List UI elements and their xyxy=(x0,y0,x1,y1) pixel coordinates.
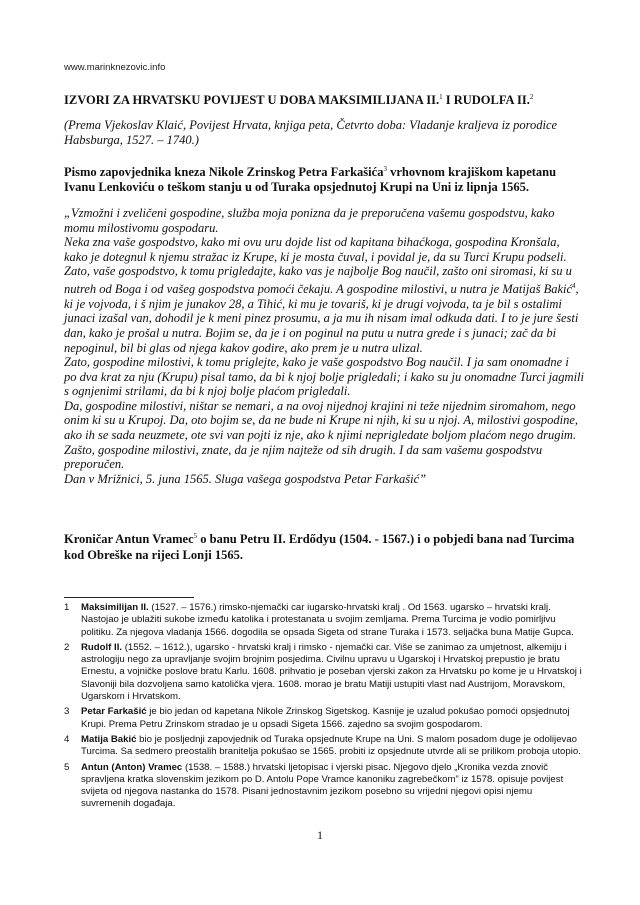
footnote xyxy=(64,706,584,731)
letter-text xyxy=(64,206,584,486)
footnote-text: je bio jedan od kapetana Nikole Zrinskog Sigetskog. Kasnije je uzalud pokušao pomoći opsjednutoj Krupi. Prema Petru Zrinskom stradao je u opsadi Sigeta 1566. zajedno sa svojim gospodarom. xyxy=(81,706,570,730)
site-url: www.marinknezovic.info xyxy=(64,62,166,73)
letter-paragraph: „Vzmožni i zveličeni gospodine, služba moja ponizna da je preporučena vašemu gospodstvu, kako momu milostivomu gospodaru. xyxy=(64,206,555,235)
letter-paragraph-part: , ki je vojvoda, i š njim je junakov 28, a Tihić, ki mu je tovariš, ki je drugi vojvoda, ta je bil s ostalimi junaci izašal van, dohodil je k meni pinez prosити, a ja mu ih nisam imal odkuda dati. I to je jure šesti dan, kako je prošal u nutra. Bojim se, da je i on poginul na putu u nutra grede i s junaci; zač da bi nepoginul, bil bi glas od njega kakov godire, ako prem je u nutra ulizal. xyxy=(64,282,579,355)
title-part-2: I RUDOLFA II. xyxy=(442,93,530,108)
letter-paragraph-part: Zato, vaše gospodstvo, k tomu prigledajte, kako vas je najbolje Bog naučil, zašto oni siromasi, ki su u nutreh od Boga i od vašeg gospodstva pomoći čekaju. A gospodine milostivi, u nutra je Matijaš Bakić xyxy=(64,264,573,297)
footnote-number: 5 xyxy=(64,761,70,773)
footnote-text: bio je posljednji zapovjednik od Turaka opsjednute Krupe na Uni. S malom posadom duge je odolijevao Turcima. Sa sedmero preostalih branitelja pokušao se 1565. probiti iz opsjednute utvrde ali se prilikom proboja utopio. xyxy=(81,733,581,758)
section-heading xyxy=(64,529,584,563)
footnote-number: 1 xyxy=(64,602,70,613)
letter-paragraph: Neka zna vaše gospodstvo, kako mi ovu uru dojde list od kapitana bihaćkoga, gospodina Kronšala, kako je dotegnul k njemu stražac iz Krupe, ki je mosta čuval, i povidal je, da su Turci Krupu podseli. xyxy=(64,235,567,264)
footnote-text: (1538. – 1588.) hrvatski ljetopisac i vjerski pisac. Njegovo djelo „Kronika vezda znovič spravljena kratka slovenskim jezikom po D. Antolu Pope Vramce kanoniku zagrebečkom” iz 1578. opisuje povijest svijeta od njegova nastanka do 1578. Pisani jednostavnim jezikom posebno su vrijedni njegovi opisi njemu suvremenih događaja. xyxy=(81,761,564,810)
section-heading-part-1: Kroničar Antun Vramec xyxy=(64,532,194,547)
letter-paragraph: Zato, gospodine milostivi, k tomu priglejte, kako je vaše gospodstvo Bog naučil. I ja sam onomadne i po dva krat za nju (Krupu) pisal tamo, da bi k njoj bolje prigledali; i kako su ju onomadne Turci jagmili s ognjenimi strilami, da bi k njoj bolje plaćom prigledali. xyxy=(64,355,584,399)
footnote xyxy=(64,602,584,639)
letter-paragraph: Da, gospodine milostivi, ništar se nemari, a na ovoj nijednoj krajini ni teže nijednim siromahom, nego onim ki su u Krupoj. Da, oto bojim se, da ne bude ni Krupe ni njih, ki su u njoj. A, milostivi gospodine, ako ih se sada neuzmete, ote svi van pojti iz nje, ako k njimi neprigledate boljom plaćom nego drugim. xyxy=(64,398,578,443)
footnote-number: 2 xyxy=(64,641,70,653)
page-title xyxy=(64,90,584,108)
footnote-ref-5[interactable]: 5 xyxy=(193,532,198,540)
footnote xyxy=(64,762,584,811)
footnote-ref-3[interactable]: 3 xyxy=(383,165,387,173)
footnote-name: Antun (Anton) Vramec xyxy=(81,761,183,773)
footnote-ref-4[interactable]: 4 xyxy=(572,281,576,290)
footnote xyxy=(64,734,584,759)
letter-paragraph: Zašto, gospodine milostivi, znate, da je njim najteže od sih drugih. I da sam vašemu gospodstvu preporučen. xyxy=(64,442,543,472)
letter-heading xyxy=(64,162,584,195)
footnote-ref-1[interactable]: 1 xyxy=(439,93,443,101)
title-part-1: IZVORI ZA HRVATSKU POVIJEST U DOBA MAKSIMILIJANA II. xyxy=(64,93,440,108)
footnote-number: 4 xyxy=(64,733,70,745)
letter-heading-part-2: vrhovnom krajiškom kapetanu Ivanu Lenkoviću o teškom stanju u od Turaka opsjednutoj Krupi na Uni iz lipnja 1565. xyxy=(64,165,557,195)
footnote-name: Petar Farkašić xyxy=(81,706,147,718)
footnote-text: (1527. – 1576.) rimsko-njemački car iugarsko-hrvatski kralj . Od 1563. ugarsko – hrvatski kralj. Nastojao je ublažiti sukobe između katolika i protestanata u svojim zemljama. Prema Turcima je vodio pomirljivu politiku. Za njegova vladanja 1566. dogodila se opsada Sigeta od strane Turaka i 1573. seljačka buna Matije Gupca. xyxy=(81,602,574,638)
page-number: 1 xyxy=(317,828,323,842)
section-heading-part-2: o banu Petru II. Erdődyu (1504. - 1567.) i o pobjedi bana nad Turcima kod Obreške na rijeci Lonji 1565. xyxy=(64,532,575,562)
letter-heading-part-1: Pismo zapovjednika kneza Nikole Zrinskog Petra Farkašića xyxy=(64,165,384,180)
letter-closing: Dan v Mrižnici, 5. juna 1565. Sluga vašega gospodstva Petar Farkašić” xyxy=(64,471,427,486)
footnote-ref-2[interactable]: 2 xyxy=(529,93,534,101)
footnote-name: Maksimilijan II. xyxy=(81,602,149,613)
footnote-text: (1552. – 1612.), ugarsko - hrvatski kralj i rimsko - njemački car. Više se zanimao za umjetnost, alkemiju i astrologiju nego za upravljanje svojim brojnim posjedima. Civilnu upravu u Ugarskoj i Hrvatskoj prepustio je bratu Ernestu, a vojničke poslove bratu Karlu. 1608. prihvatio je poseban vjerski zakon za Hrvatsku po kome je u Hrvatskoj i Slavoniji bila dozvoljena samo katolička vjera. 1608. morao je bratu Matiji ustupiti vlast nad Austrijom, Moravskom, Ugarskom i Hrvatskom. xyxy=(81,641,582,703)
footnote xyxy=(64,642,584,703)
letter-paragraph xyxy=(64,264,584,355)
footnote-name: Matija Bakić xyxy=(81,733,137,745)
footnote-name: Rudolf II. xyxy=(81,641,123,653)
footnote-number: 3 xyxy=(64,706,70,718)
source-note: (Prema Vjekoslav Klaić, Povijest Hrvata, knjiga peta, Četvrto doba: Vladanje kraljeva iz porodice Habsburga, 1527. – 1740.) xyxy=(64,118,558,147)
footnotes xyxy=(64,602,584,814)
footnote-divider xyxy=(64,597,194,598)
